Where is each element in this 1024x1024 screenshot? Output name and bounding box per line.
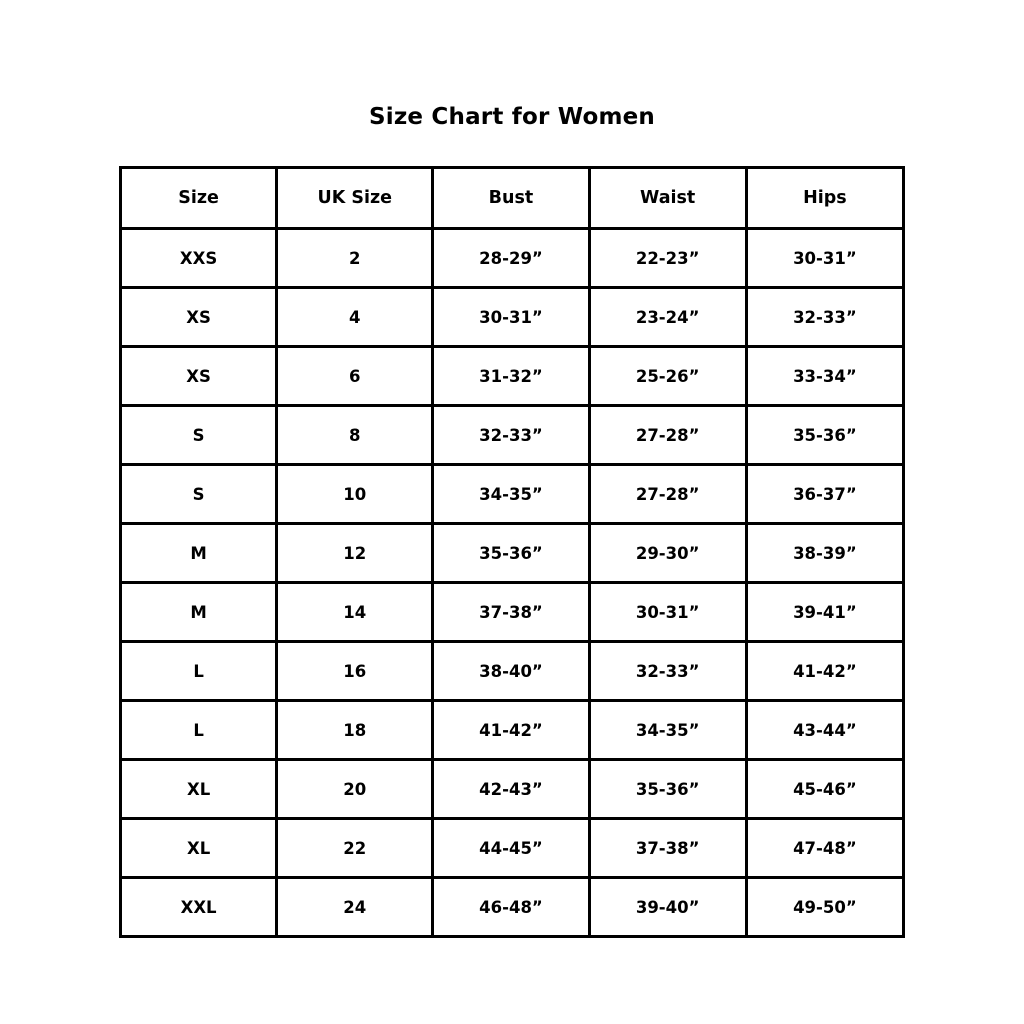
cell-uk-size: 8 [277, 406, 433, 465]
cell-hips: 43-44” [746, 701, 903, 760]
table-row [121, 406, 904, 465]
cell-waist: 32-33” [589, 642, 746, 701]
cell-hips: 35-36” [746, 406, 903, 465]
table-row [121, 701, 904, 760]
cell-size: M [121, 524, 277, 583]
cell-size: S [121, 406, 277, 465]
cell-waist: 22-23” [589, 229, 746, 288]
table-row [121, 229, 904, 288]
table-header [121, 168, 904, 229]
cell-hips: 32-33” [746, 288, 903, 347]
cell-size: XL [121, 760, 277, 819]
cell-hips: 47-48” [746, 819, 903, 878]
cell-bust: 38-40” [433, 642, 589, 701]
column-header-hips: Hips [746, 168, 903, 229]
column-header-bust: Bust [433, 168, 589, 229]
cell-size: XXS [121, 229, 277, 288]
table-row [121, 819, 904, 878]
cell-waist: 25-26” [589, 347, 746, 406]
cell-uk-size: 4 [277, 288, 433, 347]
cell-hips: 41-42” [746, 642, 903, 701]
table-row [121, 878, 904, 937]
cell-waist: 27-28” [589, 465, 746, 524]
cell-bust: 46-48” [433, 878, 589, 937]
cell-uk-size: 18 [277, 701, 433, 760]
cell-uk-size: 20 [277, 760, 433, 819]
cell-uk-size: 10 [277, 465, 433, 524]
cell-bust: 31-32” [433, 347, 589, 406]
cell-hips: 45-46” [746, 760, 903, 819]
cell-waist: 23-24” [589, 288, 746, 347]
cell-bust: 32-33” [433, 406, 589, 465]
cell-uk-size: 6 [277, 347, 433, 406]
cell-uk-size: 22 [277, 819, 433, 878]
table-row [121, 288, 904, 347]
cell-hips: 38-39” [746, 524, 903, 583]
cell-size: L [121, 642, 277, 701]
cell-size: S [121, 465, 277, 524]
cell-bust: 42-43” [433, 760, 589, 819]
table-row [121, 347, 904, 406]
cell-bust: 44-45” [433, 819, 589, 878]
cell-hips: 49-50” [746, 878, 903, 937]
cell-hips: 39-41” [746, 583, 903, 642]
cell-hips: 33-34” [746, 347, 903, 406]
cell-bust: 35-36” [433, 524, 589, 583]
cell-bust: 34-35” [433, 465, 589, 524]
cell-waist: 27-28” [589, 406, 746, 465]
table-row [121, 465, 904, 524]
cell-uk-size: 2 [277, 229, 433, 288]
cell-waist: 35-36” [589, 760, 746, 819]
cell-size: M [121, 583, 277, 642]
table-row [121, 583, 904, 642]
page-title: Size Chart for Women [368, 104, 655, 130]
column-header-waist: Waist [589, 168, 746, 229]
cell-hips: 30-31” [746, 229, 903, 288]
cell-uk-size: 24 [277, 878, 433, 937]
table-header-row [121, 168, 904, 229]
cell-bust: 41-42” [433, 701, 589, 760]
column-header-uk-size: UK Size [277, 168, 433, 229]
cell-uk-size: 14 [277, 583, 433, 642]
cell-hips: 36-37” [746, 465, 903, 524]
cell-size: XS [121, 288, 277, 347]
table-row [121, 524, 904, 583]
cell-waist: 30-31” [589, 583, 746, 642]
cell-size: XL [121, 819, 277, 878]
cell-bust: 37-38” [433, 583, 589, 642]
column-header-size: Size [121, 168, 277, 229]
cell-size: XS [121, 347, 277, 406]
table-row [121, 760, 904, 819]
cell-size: XXL [121, 878, 277, 937]
table-body [121, 229, 904, 937]
cell-size: L [121, 701, 277, 760]
size-chart-table-wrapper [119, 166, 905, 938]
cell-waist: 39-40” [589, 878, 746, 937]
cell-waist: 34-35” [589, 701, 746, 760]
table-row [121, 642, 904, 701]
cell-uk-size: 16 [277, 642, 433, 701]
cell-bust: 28-29” [433, 229, 589, 288]
cell-waist: 29-30” [589, 524, 746, 583]
size-chart-table [119, 166, 905, 938]
cell-uk-size: 12 [277, 524, 433, 583]
cell-bust: 30-31” [433, 288, 589, 347]
cell-waist: 37-38” [589, 819, 746, 878]
